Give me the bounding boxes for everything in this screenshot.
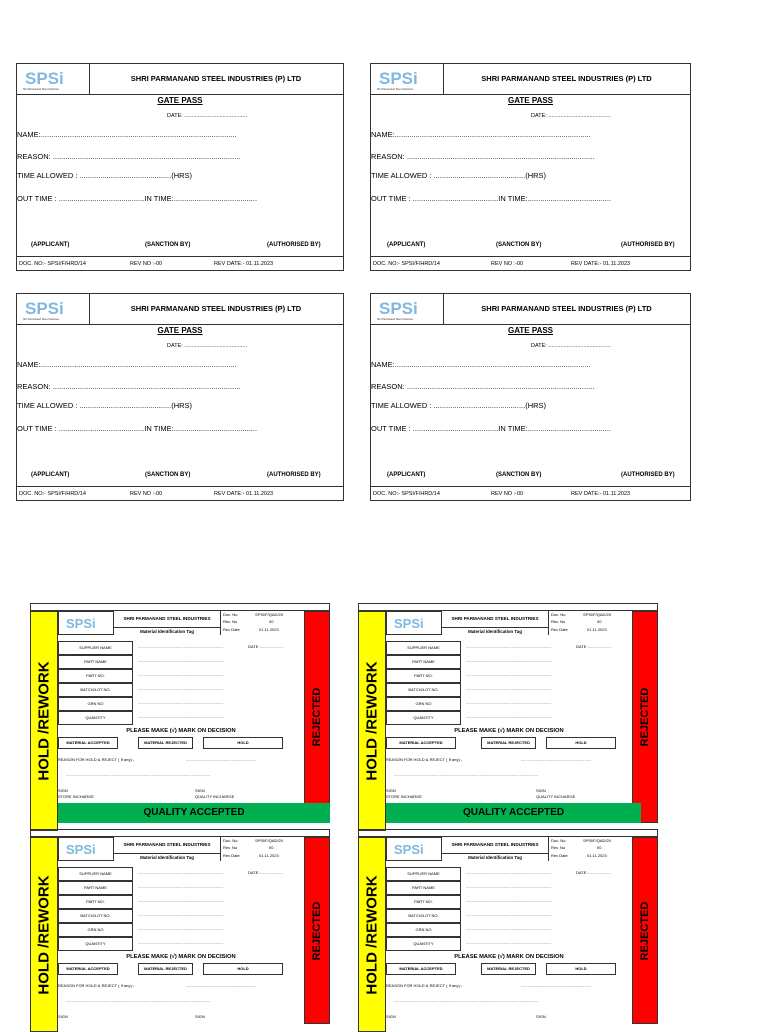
document-info-table (220, 611, 304, 635)
doc-no-value: SPSI/F/QAD/20 (583, 612, 612, 617)
company-logo (371, 294, 444, 324)
material-accepted-box: MATERIAL ACCEPTED (58, 963, 118, 975)
gate-pass-header (17, 64, 343, 95)
gate-pass-footer (17, 486, 343, 502)
store-incharge: STORE INCHARGE (386, 794, 422, 799)
reason-field: REASON: .......................................................................................... (17, 382, 241, 391)
material-rejected-box: MATERIAL REJECTED (481, 737, 536, 749)
company-logo (17, 64, 90, 94)
tag-date: DATE :.................... (248, 870, 283, 875)
reason-label: REASON FOR HOLD & REJECT ( If any):- (386, 983, 463, 988)
decision-heading: PLEASE MAKE (√) MARK ON DECISION (126, 728, 236, 734)
company-logo (58, 611, 114, 635)
document-info-table (220, 837, 304, 861)
part-no-dots: ............................................................................. (138, 898, 224, 903)
store-incharge: STORE INCHARGE (58, 794, 94, 799)
applicant-label: (APPLICANT) (387, 242, 426, 248)
rev-no-label: Rev. No (551, 845, 566, 850)
company-name: SHRI PARMANAND STEEL INDUSTRIES (123, 616, 211, 621)
doc-no: DOC. NO:- SPSI/F/HRD/14 (373, 491, 440, 497)
company-logo (386, 837, 442, 861)
applicant-label: (APPLICANT) (387, 472, 426, 478)
reason-dots: ............................................................... (186, 983, 257, 988)
material-accepted-box: MATERIAL ACCEPTED (386, 963, 456, 975)
supplier-dots: ............................................................................. (138, 870, 224, 875)
batch-dots: ............................................................................. (138, 686, 224, 691)
gate-pass-header (371, 64, 690, 95)
company-logo (371, 64, 444, 94)
tag-top-bar (30, 603, 330, 611)
gate-pass-title: GATE PASS (507, 326, 554, 335)
authorised-label: (AUTHORISED BY) (621, 242, 675, 248)
quality-sign: SIGN (536, 1014, 546, 1019)
rev-no-value: 00 (269, 619, 274, 624)
authorised-label: (AUTHORISED BY) (267, 242, 321, 248)
doc-no-value: SPSI/F/QAD/20 (255, 612, 284, 617)
rev-no-value: 00 (597, 845, 602, 850)
field-part-name: PART NAME (386, 881, 461, 895)
rev-date: REV DATE:- 01.11.2023 (214, 491, 274, 497)
applicant-label: (APPLICANT) (31, 242, 70, 248)
time-allowed-field: TIME ALLOWED : ............................................(HRS) (371, 401, 547, 410)
material-rejected-box: MATERIAL REJECTED (138, 737, 193, 749)
field-grn-no: GRN NO (386, 697, 461, 711)
reason-label: REASON FOR HOLD & REJECT ( If any):- (58, 983, 135, 988)
field-part-name: PART NAME (386, 655, 461, 669)
rev-date-label: Rev Date (223, 627, 240, 632)
authorised-label: (AUTHORISED BY) (621, 472, 675, 478)
doc-no: DOC. NO:- SPSI/F/HRD/14 (19, 261, 86, 267)
company-name: SHRI PARMANAND STEEL INDUSTRIES (P) LTD (130, 304, 302, 313)
rejected-label: REJECTED (639, 687, 651, 747)
sanction-label: (SANCTION BY) (496, 242, 542, 248)
doc-no-label: Doc. No (223, 612, 238, 617)
rev-date-value: 01.11.2023 (587, 853, 607, 858)
svg-text:SPSi: SPSi (66, 616, 96, 631)
gate-pass-2 (370, 63, 691, 271)
decision-heading: PLEASE MAKE (√) MARK ON DECISION (126, 954, 236, 960)
tag-subtitle: Material Identification Tag (442, 853, 548, 861)
tag-top-bar (358, 829, 658, 837)
gate-pass-title: GATE PASS (157, 326, 203, 335)
company-logo (386, 611, 442, 635)
tag-subtitle: Material Identification Tag (114, 853, 220, 861)
rejected-band (632, 837, 658, 1024)
doc-no-label: Doc. No (551, 838, 566, 843)
field-supplier-name: SUPPLIER NAME (58, 641, 133, 655)
grn-dots: ............................................................................. (138, 700, 224, 705)
reason-dots-2: .................................................................................................................................. (394, 772, 539, 777)
quantity-dots: ............................................................................. (466, 940, 552, 945)
rev-no-value: 00 (269, 845, 274, 850)
rev-no: REV NO :-00 (491, 491, 524, 497)
rev-date-label: Rev Date (551, 627, 568, 632)
field-part-name: PART NAME (58, 881, 133, 895)
quantity-dots: ............................................................................. (138, 714, 224, 719)
material-rejected-box: MATERIAL REJECTED (138, 963, 193, 975)
tag-subtitle: Material Identification Tag (114, 627, 220, 635)
doc-no-value: SPSI/F/QAD/20 (255, 838, 284, 843)
company-name: SHRI PARMANAND STEEL INDUSTRIES (123, 842, 211, 847)
rejected-band (304, 837, 330, 1024)
grn-dots: ............................................................................. (466, 926, 552, 931)
quality-accepted-band: QUALITY ACCEPTED (58, 803, 330, 823)
quantity-dots: ............................................................................. (466, 714, 552, 719)
hold-rework-band (30, 611, 58, 831)
date-field: DATE: ......................................... (531, 343, 611, 349)
part-no-dots: ............................................................................. (138, 672, 224, 677)
reason-dots: ............................................................... (521, 983, 592, 988)
reason-field: REASON: .......................................................................................... (371, 152, 595, 161)
rejected-band (632, 611, 658, 823)
rev-date-value: 01.11.2023 (259, 627, 279, 632)
document-info-table (548, 611, 632, 635)
company-logo (17, 294, 90, 324)
gate-pass-4 (370, 293, 691, 501)
field-supplier-name: SUPPLIER NAME (58, 867, 133, 881)
company-name: SHRI PARMANAND STEEL INDUSTRIES (P) LTD (130, 74, 302, 83)
material-tag-1 (30, 603, 330, 823)
quality-incharge: QUALITY INCHARGE (195, 794, 235, 799)
field-grn-no: GRN NO (386, 923, 461, 937)
field-quantity: QUANTITY (386, 711, 461, 725)
hold-rework-label: HOLD /REWORK (35, 661, 53, 781)
sanction-label: (SANCTION BY) (496, 472, 542, 478)
reason-dots: ............................................................... (521, 757, 592, 762)
field-quantity: QUANTITY (58, 937, 133, 951)
svg-text:Shri Parmanand Steel Industrie: Shri Parmanand Steel Industries (377, 318, 413, 321)
batch-dots: ............................................................................. (138, 912, 224, 917)
rejected-label: REJECTED (311, 687, 323, 747)
reason-field: REASON: .......................................................................................... (371, 382, 595, 391)
part-name-dots: ............................................................................. (466, 658, 552, 663)
grn-dots: ............................................................................. (466, 700, 552, 705)
time-allowed-field: TIME ALLOWED : ............................................(HRS) (371, 171, 547, 180)
rev-no-label: Rev. No (223, 619, 238, 624)
time-allowed-field: TIME ALLOWED : ............................................(HRS) (17, 401, 193, 410)
reason-dots-2: .................................................................................................................................. (66, 998, 211, 1003)
sanction-label: (SANCTION BY) (145, 472, 191, 478)
date-field: DATE: ......................................... (531, 113, 611, 119)
supplier-dots: ............................................................................. (138, 644, 224, 649)
sanction-label: (SANCTION BY) (145, 242, 191, 248)
quantity-dots: ............................................................................. (138, 940, 224, 945)
svg-text:SPSi: SPSi (66, 842, 96, 857)
rev-no: REV NO :-00 (130, 491, 163, 497)
hold-rework-label: HOLD /REWORK (35, 874, 53, 995)
material-accepted-box: MATERIAL ACCEPTED (58, 737, 118, 749)
gate-pass-1 (16, 63, 344, 271)
doc-no: DOC. NO:- SPSI/F/HRD/14 (19, 491, 86, 497)
tag-top-bar (30, 829, 330, 837)
field-quantity: QUANTITY (58, 711, 133, 725)
document-info-table (548, 837, 632, 861)
gate-pass-footer (17, 256, 343, 272)
rejected-label: REJECTED (311, 901, 323, 960)
rejected-band (304, 611, 330, 823)
gate-pass-footer (371, 256, 690, 272)
field-batch-lot: BATCH/LOT NO. (58, 683, 133, 697)
material-tag-2 (358, 603, 658, 823)
quality-incharge: QUALITY INCHARGE (536, 794, 576, 799)
hold-rework-label: HOLD /REWORK (363, 661, 381, 781)
field-part-name: PART NAME (58, 655, 133, 669)
supplier-dots: ............................................................................. (466, 644, 552, 649)
field-grn-no: GRN NO (58, 697, 133, 711)
field-batch-lot: BATCH/LOT NO. (386, 909, 461, 923)
batch-dots: ............................................................................. (466, 912, 552, 917)
time-allowed-field: TIME ALLOWED : ............................................(HRS) (17, 171, 193, 180)
company-name: SHRI PARMANAND STEEL INDUSTRIES (P) LTD (481, 304, 652, 313)
hold-box: HOLD (546, 963, 616, 975)
out-in-time-field: OUT TIME : .........................................IN TIME:........................................ (371, 424, 612, 433)
hold-rework-band (30, 837, 58, 1032)
gate-pass-3 (16, 293, 344, 501)
out-in-time-field: OUT TIME : .........................................IN TIME:........................................ (17, 424, 258, 433)
batch-dots: ............................................................................. (466, 686, 552, 691)
decision-heading: PLEASE MAKE (√) MARK ON DECISION (454, 954, 564, 960)
company-name: SHRI PARMANAND STEEL INDUSTRIES (451, 842, 539, 847)
reason-field: REASON: .......................................................................................... (17, 152, 241, 161)
rev-no-value: 00 (597, 619, 602, 624)
hold-rework-band (358, 611, 386, 831)
part-no-dots: ............................................................................. (466, 898, 552, 903)
field-batch-lot: BATCH/LOT NO. (386, 683, 461, 697)
gate-pass-header (17, 294, 343, 325)
field-batch-lot: BATCH/LOT NO. (58, 909, 133, 923)
svg-text:Shri Parmanand Steel Industrie: Shri Parmanand Steel Industries (23, 318, 59, 321)
rev-date: REV DATE:- 01.11.2023 (571, 261, 631, 267)
name-field: NAME:.............................................................................................. (371, 130, 591, 139)
tag-top-bar (358, 603, 658, 611)
rev-date-value: 01.11.2023 (259, 853, 279, 858)
field-supplier-name: SUPPLIER NAME (386, 641, 461, 655)
material-rejected-box: MATERIAL REJECTED (481, 963, 536, 975)
name-field: NAME:.............................................................................................. (17, 360, 237, 369)
rev-date: REV DATE:- 01.11.2023 (214, 261, 274, 267)
tag-date: DATE :.................... (248, 644, 283, 649)
store-sign: SIGN (386, 1014, 396, 1019)
out-in-time-field: OUT TIME : .........................................IN TIME:........................................ (371, 194, 612, 203)
reason-dots-2: .................................................................................................................................. (394, 998, 539, 1003)
hold-rework-label: HOLD /REWORK (363, 874, 381, 995)
authorised-label: (AUTHORISED BY) (267, 472, 321, 478)
material-accepted-box: MATERIAL ACCEPTED (386, 737, 456, 749)
rev-date-value: 01.11.2023 (587, 627, 607, 632)
field-grn-no: GRN NO (58, 923, 133, 937)
hold-box: HOLD (203, 737, 283, 749)
field-part-no: PART NO. (58, 895, 133, 909)
reason-label: REASON FOR HOLD & REJECT ( If any):- (58, 757, 135, 762)
gate-pass-title: GATE PASS (507, 96, 554, 105)
rev-date-label: Rev Date (551, 853, 568, 858)
rev-date-label: Rev Date (223, 853, 240, 858)
svg-text:SPSi: SPSi (394, 616, 424, 631)
store-sign: SIGN (58, 1014, 68, 1019)
hold-rework-band (358, 837, 386, 1032)
gate-pass-footer (371, 486, 690, 502)
rev-no-label: Rev. No (551, 619, 566, 624)
decision-heading: PLEASE MAKE (√) MARK ON DECISION (454, 728, 564, 734)
company-name: SHRI PARMANAND STEEL INDUSTRIES (P) LTD (481, 74, 652, 83)
supplier-dots: ............................................................................. (466, 870, 552, 875)
reason-dots-2: .................................................................................................................................. (66, 772, 211, 777)
quality-sign: SIGN (536, 788, 546, 793)
rev-no-label: Rev. No (223, 845, 238, 850)
reason-dots: ............................................................... (186, 757, 257, 762)
store-sign: SIGN (386, 788, 396, 793)
part-name-dots: ............................................................................. (138, 658, 224, 663)
quality-sign: SIGN (195, 1014, 205, 1019)
company-name: SHRI PARMANAND STEEL INDUSTRIES (451, 616, 539, 621)
part-name-dots: ............................................................................. (138, 884, 224, 889)
name-field: NAME:.............................................................................................. (371, 360, 591, 369)
svg-text:Shri Parmanand Steel Industrie: Shri Parmanand Steel Industries (23, 88, 59, 91)
quality-sign: SIGN (195, 788, 205, 793)
gate-pass-title: GATE PASS (157, 96, 203, 105)
svg-text:SPSi: SPSi (25, 69, 64, 88)
store-sign: SIGN (58, 788, 68, 793)
reason-label: REASON FOR HOLD & REJECT ( If any):- (386, 757, 463, 762)
company-logo (58, 837, 114, 861)
rejected-label: REJECTED (639, 901, 651, 960)
tag-date: DATE :.................... (576, 644, 611, 649)
applicant-label: (APPLICANT) (31, 472, 70, 478)
field-supplier-name: SUPPLIER NAME (386, 867, 461, 881)
doc-no-value: SPSI/F/QAD/20 (583, 838, 612, 843)
date-field: DATE: ......................................... (167, 343, 247, 349)
part-no-dots: ............................................................................. (466, 672, 552, 677)
field-part-no: PART NO. (386, 895, 461, 909)
svg-text:SPSi: SPSi (379, 69, 418, 88)
svg-text:SPSi: SPSi (394, 842, 424, 857)
date-field: DATE: ......................................... (167, 113, 247, 119)
rev-date: REV DATE:- 01.11.2023 (571, 491, 631, 497)
material-tag-3 (30, 829, 330, 1024)
hold-box: HOLD (203, 963, 283, 975)
doc-no: DOC. NO:- SPSI/F/HRD/14 (373, 261, 440, 267)
hold-box: HOLD (546, 737, 616, 749)
rev-no: REV NO :-00 (130, 261, 163, 267)
tag-subtitle: Material Identification Tag (442, 627, 548, 635)
name-field: NAME:.............................................................................................. (17, 130, 237, 139)
doc-no-label: Doc. No (223, 838, 238, 843)
field-part-no: PART NO. (58, 669, 133, 683)
doc-no-label: Doc. No (551, 612, 566, 617)
field-part-no: PART NO. (386, 669, 461, 683)
svg-text:SPSi: SPSi (25, 299, 64, 318)
svg-text:SPSi: SPSi (379, 299, 418, 318)
tag-date: DATE :.................... (576, 870, 611, 875)
rev-no: REV NO :-00 (491, 261, 524, 267)
gate-pass-header (371, 294, 690, 325)
out-in-time-field: OUT TIME : .........................................IN TIME:........................................ (17, 194, 258, 203)
field-quantity: QUANTITY (386, 937, 461, 951)
svg-text:Shri Parmanand Steel Industrie: Shri Parmanand Steel Industries (377, 88, 413, 91)
part-name-dots: ............................................................................. (466, 884, 552, 889)
grn-dots: ............................................................................. (138, 926, 224, 931)
quality-accepted-band: QUALITY ACCEPTED (386, 803, 641, 823)
material-tag-4 (358, 829, 658, 1024)
